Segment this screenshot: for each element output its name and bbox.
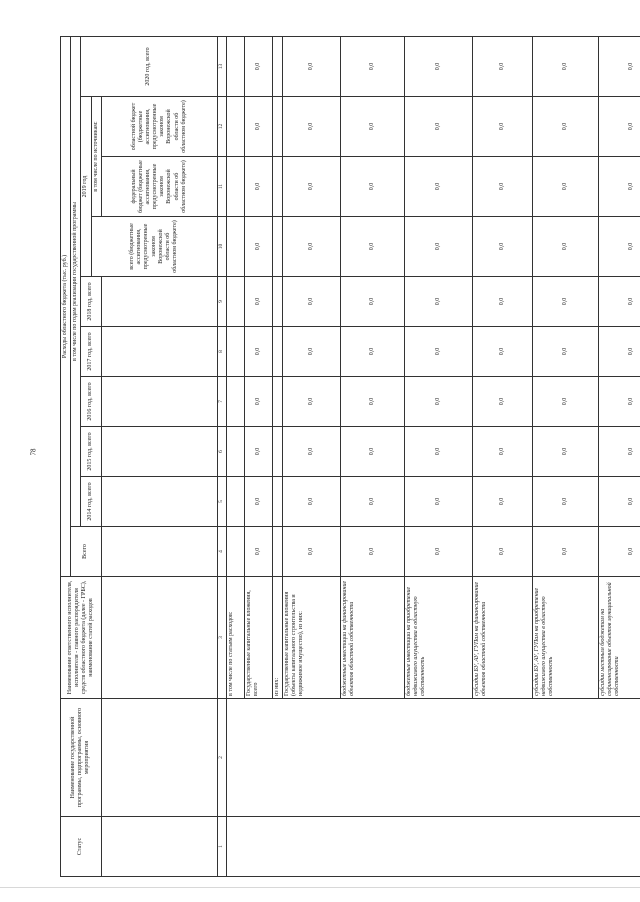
header-2015: 2015 год, всего — [81, 427, 101, 477]
value-cell: 0,0 — [244, 527, 272, 577]
header-2018: 2018 год, всего — [81, 277, 101, 327]
header-2016-cont — [101, 377, 217, 427]
col-number: 9 — [217, 277, 226, 327]
col-number: 5 — [217, 477, 226, 527]
header-2016: 2016 год, всего — [81, 377, 101, 427]
value-cell: 0,0 — [598, 477, 640, 527]
header-2015-cont — [101, 427, 217, 477]
value-cell: 0,0 — [472, 377, 532, 427]
value-cell: 0,0 — [532, 277, 598, 327]
value-cell: 0,0 — [598, 427, 640, 477]
value-cell: 0,0 — [282, 427, 340, 477]
value-cell: 0,0 — [598, 327, 640, 377]
row-label: субсидии БУ, АУ, ГУПам на финансирование объектов областной собственности — [472, 577, 532, 699]
row-label: в том числе по статьям расходов: — [226, 577, 244, 699]
value-cell: 0,0 — [340, 527, 404, 577]
value-cell: 0,0 — [532, 157, 598, 217]
row-label: субсидии местным бюджетам на софинансирование объектов муниципальной собственности — [598, 577, 640, 699]
value-cell: 0,0 — [598, 377, 640, 427]
value-cell: 0,0 — [532, 97, 598, 157]
value-cell — [226, 217, 244, 277]
value-cell: 0,0 — [472, 327, 532, 377]
header-status-cont — [101, 817, 217, 877]
row-label: бюджетные инвестиции на приобретение недвижимого имущества в областную собственность — [404, 577, 472, 699]
value-cell: 0,0 — [404, 217, 472, 277]
value-cell: 0,0 — [404, 327, 472, 377]
value-cell — [226, 327, 244, 377]
col-number: 6 — [217, 427, 226, 477]
value-cell — [272, 427, 282, 477]
value-cell — [226, 36, 244, 96]
header-2018-cont — [101, 277, 217, 327]
value-cell: 0,0 — [282, 277, 340, 327]
row-label: Государственные капитальные вложения, всего — [244, 577, 272, 699]
value-cell: 0,0 — [244, 377, 272, 427]
header-2020: 2020 год, всего — [81, 36, 217, 96]
col-number: 7 — [217, 377, 226, 427]
value-cell — [272, 527, 282, 577]
value-cell: 0,0 — [244, 277, 272, 327]
value-cell: 0,0 — [472, 157, 532, 217]
col-number: 1 — [217, 817, 226, 877]
value-cell: 0,0 — [340, 157, 404, 217]
value-cell: 0,0 — [404, 377, 472, 427]
value-cell — [272, 217, 282, 277]
value-cell: 0,0 — [340, 477, 404, 527]
value-cell: 0,0 — [598, 527, 640, 577]
header-2019-regional: областной бюджет (бюджетные ассигнования, предусмотренные законом Воронежской области об областном бюджете) — [101, 97, 217, 157]
value-cell: 0,0 — [282, 327, 340, 377]
header-2019-total: всего (бюджетные ассигнования, предусмотренные законом Воронежской области об областном бюджете) — [91, 217, 217, 277]
value-cell: 0,0 — [404, 36, 472, 96]
value-cell — [226, 97, 244, 157]
value-cell: 0,0 — [472, 527, 532, 577]
header-2014: 2014 год, всего — [81, 477, 101, 527]
value-cell: 0,0 — [244, 477, 272, 527]
scan-edge-line — [0, 887, 640, 888]
value-cell: 0,0 — [404, 277, 472, 327]
value-cell — [272, 277, 282, 327]
value-cell: 0,0 — [532, 36, 598, 96]
value-cell: 0,0 — [244, 427, 272, 477]
value-cell: 0,0 — [244, 217, 272, 277]
value-cell: 0,0 — [532, 527, 598, 577]
value-cell: 0,0 — [404, 157, 472, 217]
value-cell: 0,0 — [244, 36, 272, 96]
header-2014-cont — [101, 477, 217, 527]
value-cell: 0,0 — [282, 477, 340, 527]
value-cell: 0,0 — [598, 36, 640, 96]
value-cell: 0,0 — [532, 377, 598, 427]
value-cell: 0,0 — [472, 97, 532, 157]
value-cell: 0,0 — [472, 477, 532, 527]
value-cell: 0,0 — [282, 157, 340, 217]
header-2017-cont — [101, 327, 217, 377]
value-cell: 0,0 — [598, 217, 640, 277]
value-cell — [226, 477, 244, 527]
value-cell: 0,0 — [404, 427, 472, 477]
value-cell — [226, 377, 244, 427]
value-cell: 0,0 — [532, 327, 598, 377]
value-cell: 0,0 — [340, 377, 404, 427]
header-program: Наименование государственной программы, подпрограммы, основного мероприятия — [61, 699, 102, 817]
row-label: из них: — [272, 577, 282, 699]
value-cell — [226, 157, 244, 217]
header-executor-cont — [101, 577, 217, 699]
value-cell: 0,0 — [404, 97, 472, 157]
value-cell: 0,0 — [532, 477, 598, 527]
value-cell: 0,0 — [244, 327, 272, 377]
header-2019-sources: в том числе по источникам: — [91, 97, 101, 217]
col-number: 8 — [217, 327, 226, 377]
value-cell: 0,0 — [340, 217, 404, 277]
col-number: 4 — [217, 527, 226, 577]
value-cell — [226, 427, 244, 477]
value-cell: 0,0 — [340, 36, 404, 96]
col-number: 2 — [217, 699, 226, 817]
row-label: Государственные капитальные вложения (объекты капитального строительства и недвижимое имущество), из них: — [282, 577, 340, 699]
value-cell: 0,0 — [282, 36, 340, 96]
value-cell: 0,0 — [472, 277, 532, 327]
value-cell: 0,0 — [340, 97, 404, 157]
value-cell: 0,0 — [598, 277, 640, 327]
value-cell: 0,0 — [404, 477, 472, 527]
value-cell — [272, 97, 282, 157]
value-cell — [272, 36, 282, 96]
table-row — [226, 36, 244, 876]
header-2019-federal: федеральный бюджет (бюджетные ассигнования, предусмотренные законом Воронежской области об областном бюджете) — [101, 157, 217, 217]
value-cell: 0,0 — [340, 427, 404, 477]
page-number: 78 — [29, 448, 38, 456]
header-status: Статус — [61, 817, 102, 877]
value-cell — [272, 327, 282, 377]
value-cell — [226, 527, 244, 577]
rotated-page-content — [60, 37, 640, 877]
value-cell — [272, 377, 282, 427]
header-subgroup-title: в том числе по годам реализации государственной программы — [71, 36, 81, 526]
value-cell: 0,0 — [598, 97, 640, 157]
value-cell — [226, 277, 244, 327]
value-cell: 0,0 — [532, 427, 598, 477]
header-program-cont — [101, 699, 217, 817]
col-number: 3 — [217, 577, 226, 699]
value-cell: 0,0 — [340, 277, 404, 327]
column-number-row — [217, 36, 226, 876]
header-total-cont — [101, 527, 217, 577]
col-number: 12 — [217, 97, 226, 157]
value-cell: 0,0 — [404, 527, 472, 577]
status-cell — [226, 817, 640, 877]
col-number: 13 — [217, 36, 226, 96]
row-label: субсидии БУ, АУ, ГУПам на приобретение недвижимого имущества в областную собственность — [532, 577, 598, 699]
value-cell: 0,0 — [472, 36, 532, 96]
value-cell: 0,0 — [472, 217, 532, 277]
budget-table — [60, 36, 640, 877]
value-cell: 0,0 — [282, 527, 340, 577]
value-cell: 0,0 — [340, 327, 404, 377]
value-cell: 0,0 — [598, 157, 640, 217]
value-cell: 0,0 — [532, 217, 598, 277]
value-cell: 0,0 — [244, 97, 272, 157]
header-group-title: Расходы областного бюджета (тыс. руб.) — [61, 36, 71, 576]
header-2017: 2017 год, всего — [81, 327, 101, 377]
row-label: бюджетные инвестиции на финансирование объектов областной собственности — [340, 577, 404, 699]
value-cell: 0,0 — [282, 217, 340, 277]
value-cell: 0,0 — [282, 97, 340, 157]
header-2019: 2019 год — [81, 97, 91, 277]
col-number: 10 — [217, 217, 226, 277]
value-cell — [272, 477, 282, 527]
value-cell: 0,0 — [244, 157, 272, 217]
program-cell — [226, 699, 640, 817]
header-executor: Наименование ответственного исполнителя, исполнителя - главного распорядителя средств областного бюджета (далее - ГРБС), наименование статей расходов — [61, 577, 102, 699]
col-number: 11 — [217, 157, 226, 217]
value-cell: 0,0 — [282, 377, 340, 427]
value-cell: 0,0 — [472, 427, 532, 477]
header-total: Всего — [71, 527, 102, 577]
value-cell — [272, 157, 282, 217]
